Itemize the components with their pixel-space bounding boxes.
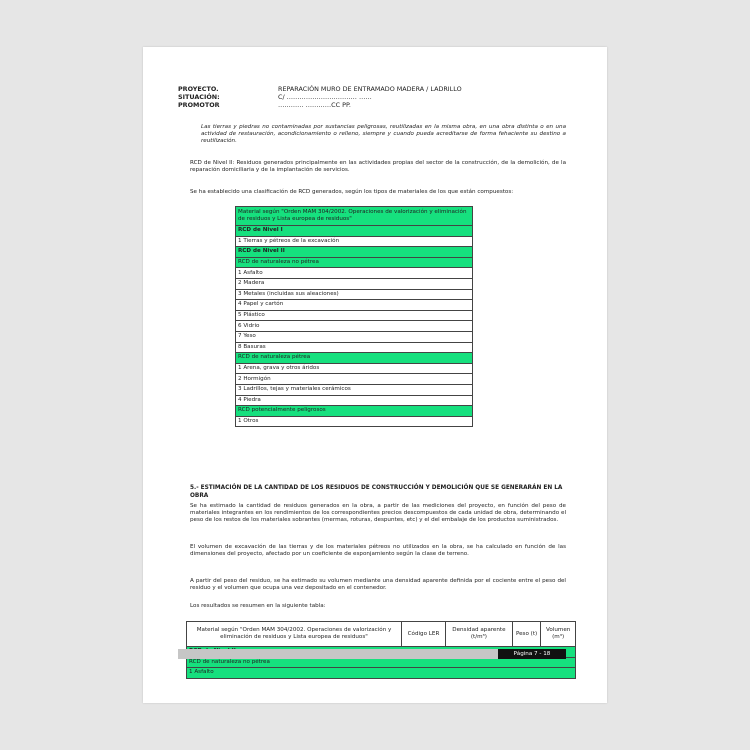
table1-body — [236, 226, 473, 427]
section5-paragraph-1: Se ha estimado la cantidad de residuos generados en la obra, a partir de las mediciones del proyecto, en función del peso de materiales integrantes en los rendimientos de los correspondientes precios descompuestos de cada unidad de obra, determinando el peso de los restos de los materiales sobrantes (mermas, roturas, despuntes, etc) y el del embalaje de los productos suministrados. — [190, 503, 566, 524]
table1-cell: RCD potencialmente peligrosos — [236, 406, 473, 417]
table-row — [236, 342, 473, 353]
table-row — [236, 416, 473, 427]
table-row — [236, 321, 473, 332]
table-row — [236, 236, 473, 247]
col-volumen: Volumen (m³) — [541, 622, 576, 647]
table-row — [236, 257, 473, 268]
page-footer — [178, 649, 566, 659]
rcd-nivel2-paragraph: RCD de Nivel II: Residuos generados principalmente en las actividades propias del sector de la construcción, de la demolición, de la reparación domiciliaria y de la implantación de servicios. — [190, 160, 566, 174]
table1-cell: RCD de naturaleza no pétrea — [236, 257, 473, 268]
col-peso: Peso (t) — [512, 622, 540, 647]
col-densidad: Densidad aparente (t/m³) — [445, 622, 512, 647]
promotor-label: PROMOTOR — [178, 101, 220, 109]
table1-cell: 8 Basuras — [236, 342, 473, 353]
col-codigo-ler: Código LER — [402, 622, 446, 647]
table-row — [236, 363, 473, 374]
section5-paragraph-2: El volumen de excavación de las tierras y de los materiales pétreos no utilizados en la obra, se ha calculado en función de las dimensiones del proyecto, afectado por un coeficiente de esponjamiento según la clase de terreno. — [190, 544, 566, 558]
table1-cell: 2 Madera — [236, 278, 473, 289]
table-row — [236, 226, 473, 237]
table2-cell: RCD de naturaleza no pétrea — [187, 657, 576, 668]
table1-cell: 1 Otros — [236, 416, 473, 427]
promotor-value: ………… …………CC PP. — [278, 101, 351, 109]
table1-cell: RCD de naturaleza pétrea — [236, 353, 473, 364]
table-row — [236, 268, 473, 279]
table1-cell: 1 Asfalto — [236, 268, 473, 279]
section5-paragraph-4: Los resultados se resumen en la siguiente tabla: — [190, 603, 326, 609]
proyecto-value: REPARACIÓN MURO DE ENTRAMADO MADERA / LADRILLO — [278, 85, 462, 93]
table-row — [236, 247, 473, 258]
table1-cell: 4 Papel y cartón — [236, 300, 473, 311]
rcd-classification-table — [235, 206, 473, 427]
table1-cell: 3 Ladrillos, tejas y materiales cerámicos — [236, 384, 473, 395]
table2-cell: 1 Asfalto — [187, 668, 576, 679]
table-row — [236, 278, 473, 289]
table-row — [236, 395, 473, 406]
section5-title: 5.- ESTIMACIÓN DE LA CANTIDAD DE LOS RESIDUOS DE CONSTRUCCIÓN Y DEMOLICIÓN QUE SE GENERARÁN EN LA OBRA — [190, 485, 563, 499]
table1-cell: RCD de Nivel I — [236, 226, 473, 237]
table1-cell: 1 Arena, grava y otros áridos — [236, 363, 473, 374]
section5-paragraph-3: A partir del peso del residuo, se ha estimado su volumen mediante una densidad aparente definida por el cociente entre el peso del residuo y el volumen que ocupa una vez depositado en el contenedor. — [190, 578, 566, 592]
situacion-value: C/ …………………………… …… — [278, 93, 372, 101]
proyecto-label: PROYECTO. — [178, 85, 219, 93]
table1-cell: RCD de Nivel II — [236, 247, 473, 258]
table1-cell: 6 Vidrio — [236, 321, 473, 332]
table-row — [236, 331, 473, 342]
table1-cell: 4 Piedra — [236, 395, 473, 406]
italic-note: Las tierras y piedras no contaminadas por sustancias peligrosas, reutilizadas en la misma obra, en una obra distinta o en una actividad de restauración, acondicionamiento o relleno, siempre y cuando pueda acreditarse de forma fehaciente su destino a reutilización. — [201, 124, 566, 145]
col-material: Material según "Orden MAM 304/2002. Operaciones de valorización y eliminación de residuos y Lista europea de residuos" — [187, 622, 402, 647]
table1-cell: 1 Tierras y pétreos de la excavación — [236, 236, 473, 247]
project-header — [178, 85, 462, 109]
table-row — [236, 374, 473, 385]
table1-header: Material según "Orden MAM 304/2002. Operaciones de valorización y eliminación de residuos y Lista europea de residuos" — [236, 207, 473, 226]
page-number: Página 7 - 18 — [498, 649, 566, 659]
table-row — [236, 310, 473, 321]
table-row — [187, 668, 576, 679]
table-row — [236, 353, 473, 364]
clasificacion-paragraph: Se ha establecido una clasificación de RCD generados, según los tipos de materiales de los que están compuestos: — [190, 189, 514, 195]
table-row — [236, 300, 473, 311]
table-row — [236, 289, 473, 300]
table1-cell: 7 Yeso — [236, 331, 473, 342]
table-row — [236, 406, 473, 417]
situacion-label: SITUACIÓN: — [178, 93, 220, 101]
table1-cell: 3 Metales (incluidas sus aleaciones) — [236, 289, 473, 300]
table-row — [236, 384, 473, 395]
table1-cell: 5 Plástico — [236, 310, 473, 321]
document-page — [143, 47, 607, 703]
table1-cell: 2 Hormigón — [236, 374, 473, 385]
